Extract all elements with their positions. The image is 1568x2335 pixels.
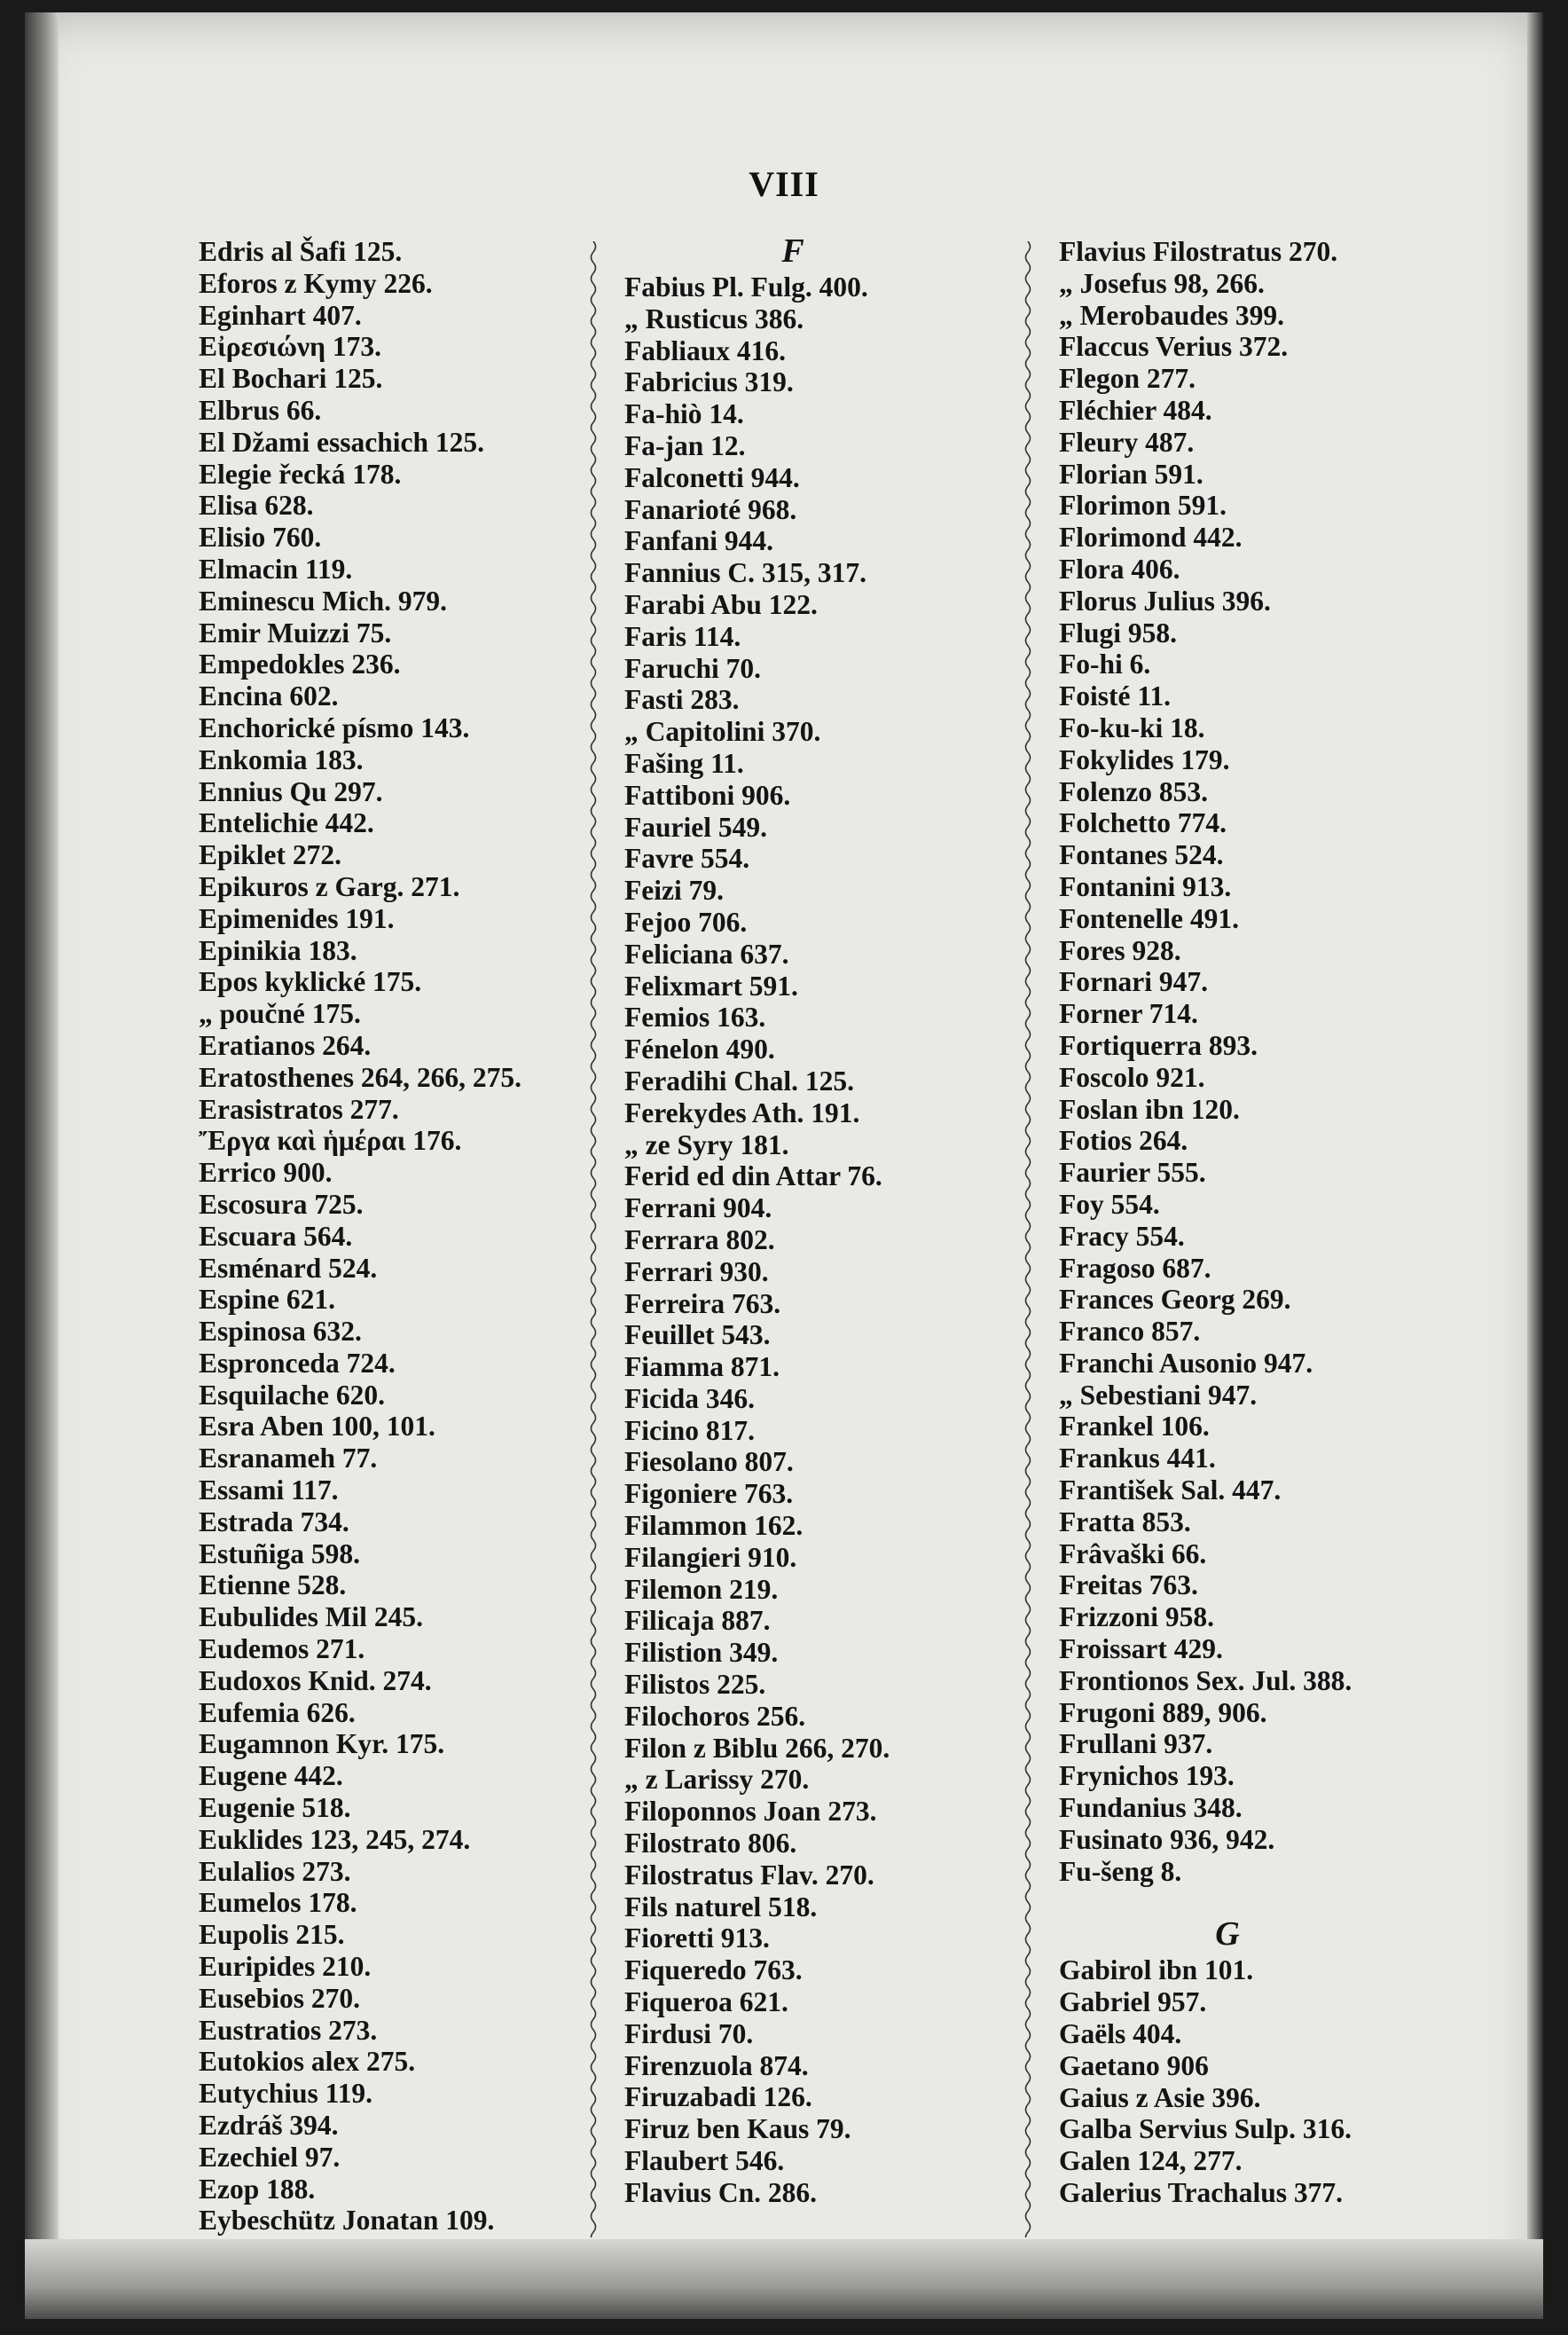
index-entry: Eginhart 407. [199, 299, 362, 331]
index-entry: Empedokles 236. [199, 649, 401, 680]
index-entry: Fiqueredo 763. [624, 1954, 803, 1986]
index-entry: Firenzuola 874. [624, 2049, 809, 2081]
index-entry: Esra Aben 100, 101. [199, 1411, 435, 1443]
index-entry: Femios 163. [624, 1002, 766, 1034]
index-entry: Frullani 937. [1059, 1728, 1213, 1760]
index-entry: Fiamma 871. [624, 1351, 780, 1383]
index-entry: Feuillet 543. [624, 1319, 771, 1351]
index-entry: Ezop 188. [199, 2173, 316, 2205]
index-entry: Fratta 853. [1059, 1506, 1191, 1537]
index-entry: Franco 857. [1059, 1316, 1201, 1348]
index-entry: Esménard 524. [199, 1252, 378, 1284]
index-entry: Ezechiel 97. [199, 2141, 341, 2173]
index-entry: Gaius z Asie 396. [1059, 2081, 1261, 2113]
index-entry: Eutychius 119. [199, 2078, 373, 2110]
scan-border-right [1527, 12, 1543, 2319]
index-entry: Flavius Cn. 286. [624, 2176, 818, 2208]
index-entry: Fabliaux 416. [624, 334, 787, 366]
index-entry: Felixmart 591. [624, 970, 798, 1002]
index-entry: Epos kyklické 175. [199, 966, 422, 998]
index-entry: Eforos z Kymy 226. [199, 267, 433, 299]
index-entry: Florian 591. [1059, 458, 1203, 490]
index-entry: „ Merobaudes 399. [1059, 299, 1285, 331]
index-entry: Entelichie 442. [199, 807, 374, 839]
index-entry: Frynichos 193. [1059, 1760, 1235, 1792]
index-entry: Elisa 628. [199, 490, 314, 522]
index-entry: Filemon 219. [624, 1573, 779, 1605]
index-entry: Faris 114. [624, 620, 741, 652]
index-entry: Ἔργα καὶ ἡμέραι 176. [199, 1125, 462, 1157]
index-entry: Escosura 725. [199, 1188, 364, 1220]
index-entry: Fontanini 913. [1059, 870, 1232, 902]
index-entry: Foy 554. [1059, 1188, 1160, 1220]
index-entry: Fleury 487. [1059, 426, 1195, 458]
index-entry: Estrada 734. [199, 1506, 349, 1537]
index-entry: „ ze Syry 181. [624, 1128, 789, 1160]
index-entry: Feradihi Chal. 125. [624, 1065, 855, 1097]
column-rule-wavy [1022, 241, 1034, 2237]
scan-border-bottom [25, 2239, 1543, 2319]
index-entry: Eugamnon Kyr. 175. [199, 1728, 445, 1760]
index-entry: Fioretti 913. [624, 1922, 770, 1954]
index-entry: „ poučné 175. [199, 998, 361, 1030]
index-entry: Freitas 763. [1059, 1569, 1198, 1601]
index-entry: Foisté 11. [1059, 680, 1171, 712]
index-entry: Frugoni 889, 906. [1059, 1696, 1267, 1728]
index-entry: Etienne 528. [199, 1569, 347, 1601]
index-entry: Gabriel 957. [1059, 1986, 1207, 2018]
index-entry: Epikuros z Garg. 271. [199, 870, 460, 902]
index-entry: „ z Larissy 270. [624, 1764, 810, 1796]
index-entry: Elisio 760. [199, 522, 322, 554]
index-entry: František Sal. 447. [1059, 1474, 1282, 1506]
index-entry: Forner 714. [1059, 998, 1198, 1030]
index-entry: Fiqueroa 621. [624, 1986, 788, 2018]
index-entry: Euklides 123, 245, 274. [199, 1823, 471, 1855]
index-entry: Eubulides Mil 245. [199, 1601, 423, 1633]
index-entry: Elbrus 66. [199, 394, 322, 426]
index-entry: Frâvaški 66. [1059, 1537, 1207, 1569]
index-entry: Fotios 264. [1059, 1125, 1188, 1157]
index-entry: Eratosthenes 264, 266, 275. [199, 1061, 521, 1093]
index-entry: Firdusi 70. [624, 2017, 754, 2049]
index-entry: Eminescu Mich. 979. [199, 585, 447, 617]
index-entry: Franchi Ausonio 947. [1059, 1347, 1313, 1379]
index-entry: Fénelon 490. [624, 1034, 775, 1065]
index-column-f1 [624, 232, 961, 2209]
index-entry: Ferrara 802. [624, 1223, 775, 1255]
index-entry: Eustratios 273. [199, 2014, 378, 2046]
index-entry: Fattiboni 906. [624, 779, 791, 811]
index-entry: Fragoso 687. [1059, 1252, 1211, 1284]
index-entry: Filicaja 887. [624, 1605, 771, 1637]
index-entry: Fontenelle 491. [1059, 902, 1239, 934]
index-entry: Ferrari 930. [624, 1255, 769, 1287]
index-entry: Florimon 591. [1059, 490, 1227, 522]
index-entry: Esquilache 620. [199, 1379, 386, 1411]
index-entry: Folenzo 853. [1059, 775, 1208, 807]
index-entry: Eudemos 271. [199, 1633, 365, 1665]
index-entry: Frances Georg 269. [1059, 1284, 1291, 1316]
index-entry: Eudoxos Knid. 274. [199, 1664, 432, 1696]
index-entry: Eufemia 626. [199, 1696, 356, 1728]
index-entry: Errico 900. [199, 1157, 333, 1189]
index-entry: Espronceda 724. [199, 1347, 396, 1379]
index-entry: Εἰρεσιώνη 173. [199, 331, 381, 363]
index-entry: Fanarioté 968. [624, 493, 797, 525]
index-entry: Firuz ben Kaus 79. [624, 2113, 851, 2145]
index-entry: Fléchier 484. [1059, 394, 1212, 426]
index-entry: Frankel 106. [1059, 1411, 1210, 1443]
index-entry: Ferreira 763. [624, 1287, 781, 1319]
index-entry: Faurier 555. [1059, 1157, 1206, 1189]
index-entry: Filostratus Flav. 270. [624, 1859, 874, 1891]
index-entry: Fracy 554. [1059, 1220, 1185, 1252]
index-entry: „ Sebestiani 947. [1059, 1379, 1258, 1411]
index-entry: Filostrato 806. [624, 1828, 797, 1859]
index-entry: Filon z Biblu 266, 270. [624, 1732, 890, 1764]
index-entry: El Džami essachich 125. [199, 426, 484, 458]
index-entry: Fanfani 944. [624, 525, 774, 557]
index-entry: Frontionos Sex. Jul. 388. [1059, 1664, 1352, 1696]
index-entry: Eybeschütz Jonatan 109. [199, 2205, 495, 2237]
page-number: VIII [749, 164, 819, 204]
index-entry: Fa-jan 12. [624, 429, 746, 461]
index-entry: Fauriel 549. [624, 811, 767, 843]
index-entry: Foslan ibn 120. [1059, 1093, 1240, 1125]
index-entry: Fašing 11. [624, 747, 744, 779]
index-entry: Favre 554. [624, 843, 750, 875]
index-entry: Fores 928. [1059, 934, 1181, 966]
section-heading-g: G [1215, 1915, 1240, 1954]
index-entry: Euripides 210. [199, 1951, 372, 1983]
index-entry: Fortiquerra 893. [1059, 1029, 1258, 1061]
index-entry: Filistion 349. [624, 1637, 779, 1669]
index-entry: Ficino 817. [624, 1414, 755, 1446]
index-entry: Eugenie 518. [199, 1792, 351, 1824]
index-entry: Galba Servius Sulp. 316. [1059, 2113, 1352, 2145]
index-entry: Erasistratos 277. [199, 1093, 399, 1125]
index-entry: Gabirol ibn 101. [1059, 1954, 1254, 1986]
index-entry: Escuara 564. [199, 1220, 353, 1252]
index-entry: Fokylides 179. [1059, 743, 1230, 775]
index-entry: Foscolo 921. [1059, 1061, 1205, 1093]
index-entry: Fo-ku-ki 18. [1059, 712, 1205, 743]
index-entry: Farabi Abu 122. [624, 588, 818, 620]
index-entry: „ Josefus 98, 266. [1059, 267, 1265, 299]
index-entry: Filochoros 256. [624, 1700, 806, 1732]
index-entry: Fils naturel 518. [624, 1891, 818, 1922]
section-heading-f: F [781, 232, 804, 270]
index-entry: Eusebios 270. [199, 1982, 361, 2014]
index-entry: Fornari 947. [1059, 966, 1208, 998]
index-entry: Fasti 283. [624, 684, 740, 716]
index-entry: Enchorické písmo 143. [199, 712, 470, 743]
index-entry: Folchetto 774. [1059, 807, 1227, 839]
index-entry: Flegon 277. [1059, 363, 1196, 395]
index-entry: Eratianos 264. [199, 1029, 372, 1061]
scanned-page [25, 12, 1543, 2319]
index-entry: Eumelos 178. [199, 1887, 357, 1919]
index-entry: Filoponnos Joan 273. [624, 1796, 877, 1828]
index-entry: Fiesolano 807. [624, 1446, 794, 1478]
index-entry: Ennius Qu 297. [199, 775, 383, 807]
index-entry: Feliciana 637. [624, 938, 789, 970]
index-entry: Elegie řecká 178. [199, 458, 402, 490]
index-entry: Fontanes 524. [1059, 839, 1224, 871]
index-entry: Encina 602. [199, 680, 339, 712]
index-entry: Epinikia 183. [199, 934, 357, 966]
index-entry: Galen 124, 277. [1059, 2145, 1243, 2177]
index-entry: Ezdráš 394. [199, 2110, 339, 2142]
index-entry: Flaccus Verius 372. [1059, 331, 1289, 363]
scan-border-left [25, 12, 59, 2319]
index-entry: Flugi 958. [1059, 617, 1178, 649]
index-entry: Fejoo 706. [624, 906, 748, 938]
index-entry: Eupolis 215. [199, 1919, 345, 1951]
index-entry: Florimond 442. [1059, 522, 1243, 554]
index-entry: Falconetti 944. [624, 461, 800, 493]
index-entry: Fannius C. 315, 317. [624, 557, 867, 589]
index-entry: Edris al Šafi 125. [199, 236, 403, 267]
index-entry: Froissart 429. [1059, 1633, 1223, 1665]
index-entry: „ Capitolini 370. [624, 716, 821, 748]
index-entry: „ Rusticus 386. [624, 303, 804, 334]
index-entry: Ferrani 904. [624, 1192, 772, 1224]
index-entry: Emir Muizzi 75. [199, 617, 392, 649]
index-entry: Filistos 225. [624, 1669, 766, 1701]
index-entry: Filammon 162. [624, 1510, 804, 1542]
index-entry: Fabius Pl. Fulg. 400. [624, 271, 868, 303]
index-entry: Elmacin 119. [199, 553, 353, 585]
index-entry: Estuñiga 598. [199, 1537, 361, 1569]
index-entry: Fa-hiò 14. [624, 398, 744, 430]
index-entry: Flaubert 546. [624, 2145, 785, 2177]
index-entry: Fundanius 348. [1059, 1792, 1243, 1824]
index-entry: Eulalios 273. [199, 1855, 351, 1887]
index-entry: Florus Julius 396. [1059, 585, 1271, 617]
index-entry: El Bochari 125. [199, 363, 383, 395]
index-entry: Fusinato 936, 942. [1059, 1823, 1275, 1855]
index-entry: Enkomia 183. [199, 743, 364, 775]
index-entry: Filangieri 910. [624, 1541, 797, 1573]
index-column-f2 [1059, 236, 1396, 2209]
index-entry: Fo-hi 6. [1059, 649, 1151, 680]
index-entry: Flora 406. [1059, 553, 1180, 585]
index-entry: Gaëls 404. [1059, 2018, 1182, 2050]
index-entry: Ficida 346. [624, 1382, 755, 1414]
index-entry: Faruchi 70. [624, 652, 761, 684]
index-entry: Flavius Filostratus 270. [1059, 236, 1338, 267]
column-rule-wavy [587, 241, 600, 2237]
index-entry: Epiklet 272. [199, 839, 342, 871]
index-entry: Feizi 79. [624, 875, 724, 907]
index-entry: Epimenides 191. [199, 902, 395, 934]
index-entry: Ferid ed din Attar 76. [624, 1160, 882, 1192]
index-entry: Esranameh 77. [199, 1443, 378, 1474]
index-entry: Essami 117. [199, 1474, 339, 1506]
index-entry: Frizzoni 958. [1059, 1601, 1214, 1633]
index-entry: Ferekydes Ath. 191. [624, 1097, 860, 1128]
index-entry: Gaetano 906 [1059, 2049, 1209, 2081]
index-entry: Espinosa 632. [199, 1316, 362, 1348]
index-column-e [199, 236, 521, 2237]
index-entry: Espine 621. [199, 1284, 336, 1316]
index-entry: Figoniere 763. [624, 1478, 794, 1510]
index-entry: Firuzabadi 126. [624, 2081, 812, 2113]
index-entry: Fabricius 319. [624, 366, 794, 398]
index-entry: Galerius Trachalus 377. [1059, 2177, 1343, 2209]
index-entry: Eugene 442. [199, 1760, 343, 1792]
index-entry: Eutokios alex 275. [199, 2046, 416, 2078]
index-entry: Fu-šeng 8. [1059, 1855, 1182, 1887]
index-entry: Frankus 441. [1059, 1443, 1216, 1474]
